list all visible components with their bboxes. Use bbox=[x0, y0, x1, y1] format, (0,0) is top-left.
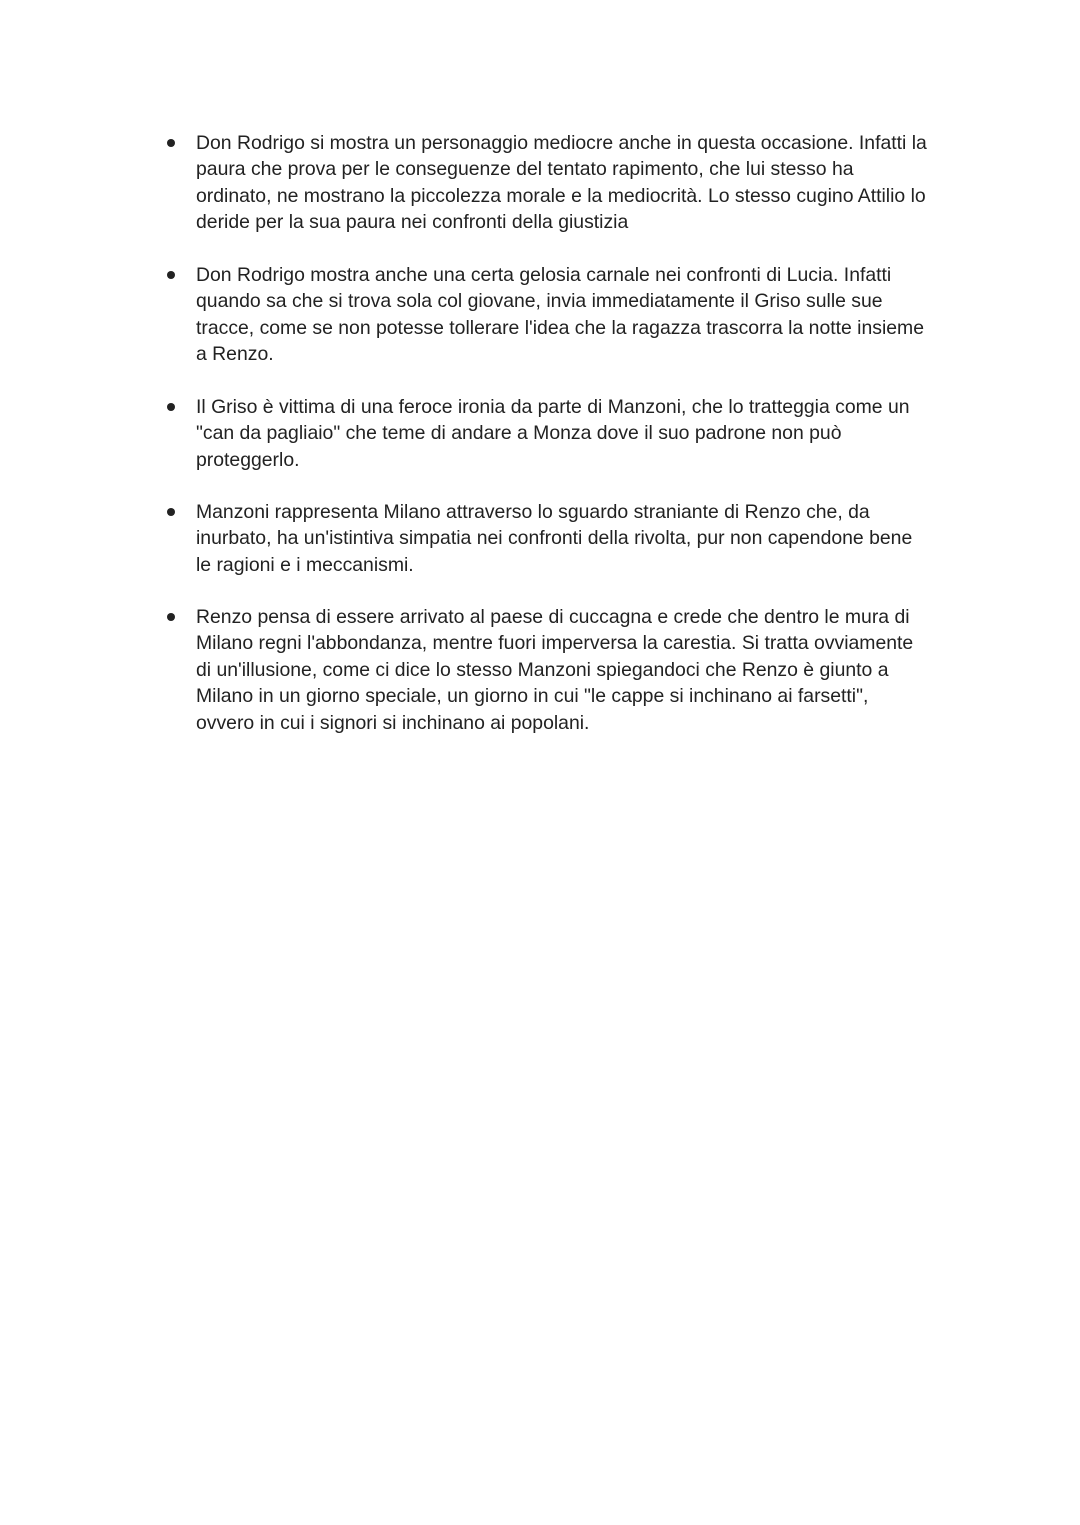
bullet-icon bbox=[167, 403, 175, 411]
bullet-icon bbox=[167, 271, 175, 279]
bullet-text: Renzo pensa di essere arrivato al paese di cuccagna e crede che dentro le mura di Milano regni l'abbondanza, mentre fuori imperversa la carestia. Si tratta ovviamente di un'illusione, come ci dice lo stesso Manzoni spiegandoci che Renzo è giunto a Milano in un giorno speciale, un giorno in cui "le cappe si inchinano ai farsetti", ovvero in cui i signori si inchinano ai popolani. bbox=[196, 606, 914, 734]
bullet-text: Don Rodrigo mostra anche una certa gelosia carnale nei confronti di Lucia. Infatti quando sa che si trova sola col giovane, invia immediatamente il Griso sulle sue tracce, come se non potesse tollerare l'idea che la ragazza trascorra la notte insieme a Renzo. bbox=[196, 264, 924, 366]
bullet-icon bbox=[167, 508, 175, 516]
bullet-icon bbox=[167, 139, 175, 147]
bullet-text: Manzoni rappresenta Milano attraverso lo sguardo straniante di Renzo che, da inurbato, ha un'istintiva simpatia nei confronti della rivolta, pur non capendone bene le ragioni e i meccanismi. bbox=[196, 501, 913, 576]
bullet-text: Il Griso è vittima di una feroce ironia da parte di Manzoni, che lo tratteggia come un "can da pagliaio" che teme di andare a Monza dove il suo padrone non può proteggerlo. bbox=[196, 396, 910, 471]
bullet-text: Don Rodrigo si mostra un personaggio mediocre anche in questa occasione. Infatti la paura che prova per le conseguenze del tentato rapimento, che lui stesso ha ordinato, ne mostrano la piccolezza morale e la mediocrità. Lo stesso cugino Attilio lo deride per la sua paura nei confronti della giustizia bbox=[196, 132, 927, 234]
bullet-icon bbox=[167, 613, 175, 621]
